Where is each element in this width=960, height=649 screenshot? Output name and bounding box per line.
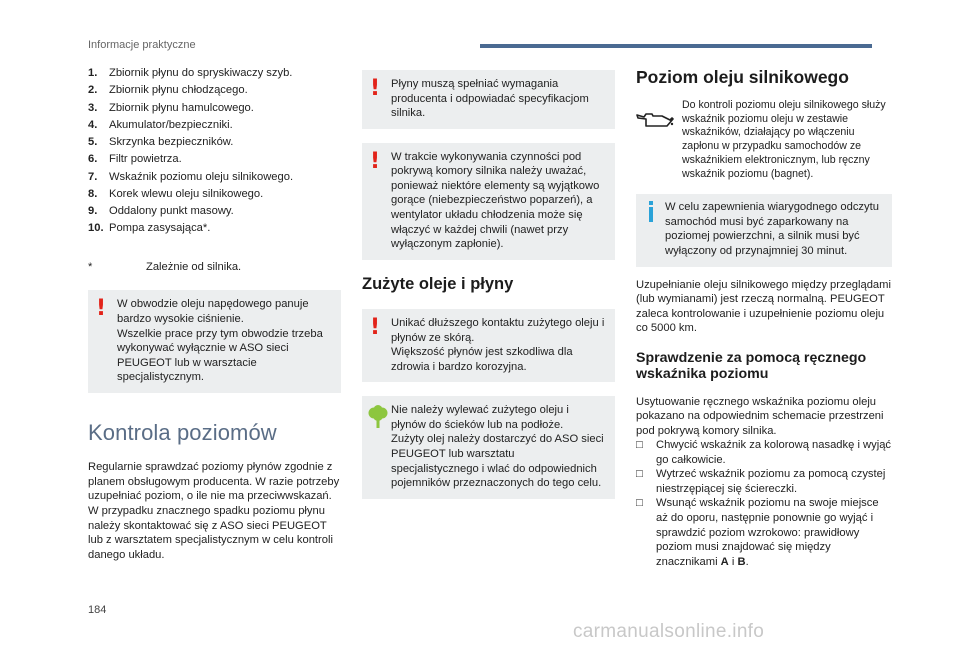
warning-icon: !: [370, 315, 381, 341]
item-text: Akumulator/bezpieczniki.: [109, 118, 233, 131]
item-number: 9.: [88, 205, 98, 217]
used-oils-heading: Zużyte oleje i płyny: [362, 274, 514, 293]
item-number: 2.: [88, 84, 98, 97]
bullet-icon: □: [636, 497, 643, 510]
mark-a: A: [720, 555, 729, 568]
list-item: [88, 101, 341, 116]
tree-icon: [368, 405, 388, 434]
item-text: Pompa zasysająca*.: [109, 222, 211, 235]
list-item: [636, 467, 892, 496]
list-item: [636, 438, 892, 467]
footnote-text: Zależnie od silnika.: [146, 260, 242, 273]
item-text: Korek wlewu oleju silnikowego.: [109, 187, 264, 200]
manual-intro: Usytuowanie ręcznego wskaźnika poziomu oleju pokazano na odpowiednim schemacie przestrzeni pod pokrywą komory silnika.: [636, 395, 884, 437]
warning-text: Unikać dłuższego kontaktu zużytego oleju i płynów ze skórą. Większość płynów jest szkodliwa dla zdrowia i bardzo korozyjna.: [391, 317, 605, 373]
item-number: 4.: [88, 118, 98, 131]
bullet-icon: □: [636, 439, 643, 452]
oil-intro-text: Do kontroli poziomu oleju silnikowego służy wskaźnik poziomu oleju w zestawie wskaźników, działający po włączeniu zapłonu w przypadku samochodów ze wskaźnikiem elektronicznym, lub ręczny wskaźnik poziomu (bagnet).: [682, 98, 886, 180]
footnote-mark: *: [88, 260, 93, 273]
step-text: Wytrzeć wskaźnik poziomu za pomocą czystej niestrzępiącej się ściereczki.: [656, 468, 886, 495]
item-number: 8.: [88, 187, 98, 200]
list-item: [88, 83, 341, 98]
item-text: Skrzynka bezpieczników.: [109, 136, 234, 148]
list-item: [88, 66, 341, 81]
levels-heading: Kontrola poziomów: [88, 419, 277, 445]
warning-box: [88, 290, 341, 392]
info-text: W celu zapewnienia wiarygodnego odczytu samochód musi być zaparkowany na poziomej powierzchni, a silnik musi być wyłączony od przynajmniej 30 minut.: [665, 201, 879, 258]
info-icon: [649, 207, 653, 222]
warning-box: [362, 143, 615, 260]
parts-list: [88, 66, 341, 236]
header-bar: [480, 44, 872, 48]
item-text: Zbiornik płynu chłodzącego.: [109, 84, 248, 97]
item-number: 1.: [88, 67, 98, 79]
warning-box: [362, 309, 615, 382]
list-item: [88, 135, 341, 150]
list-item: [88, 204, 341, 219]
column-left: [88, 66, 341, 562]
manual-check-heading: Sprawdzenie za pomocą ręcznego wskaźnika poziomu: [636, 349, 867, 383]
eco-box: [362, 396, 615, 498]
list-item: [88, 152, 341, 167]
item-text: Oddalony punkt masowy.: [109, 205, 234, 217]
warning-text: Płyny muszą spełniać wymagania producenta i odpowiadać specyfikacjom silnika.: [391, 78, 589, 120]
item-text: Filtr powietrza.: [109, 153, 182, 166]
step-text: Wsunąć wskaźnik poziomu na swoje miejsce aż do oporu, następnie ponownie go wyjąć i sprawdzić poziom wzrokowo: prawidłowy poziom musi znajdować się między znacznikami A i B.: [656, 497, 879, 568]
footnote: [88, 260, 341, 275]
item-number: 7.: [88, 170, 98, 183]
item-number: 5.: [88, 136, 98, 148]
warning-box: [362, 70, 615, 129]
oil-level-heading: Poziom oleju silnikowego: [636, 67, 849, 87]
levels-text: Regularnie sprawdzać poziomy płynów zgodnie z planem obsługowym producenta. W razie potrzeby uzupełniać poziom, o ile nie ma przeciwwskazań. W przypadku znacznego spadku poziomu płynu należy skontaktować się z ASO sieci PEUGEOT lub z warsztatem specjalistycznym w celu kontroli danego układu.: [88, 461, 340, 561]
warning-icon: !: [370, 76, 381, 101]
item-number: 6.: [88, 153, 98, 166]
list-item: [88, 118, 341, 133]
section-header: Informacje praktyczne: [88, 39, 196, 51]
item-text: Zbiornik płynu hamulcowego.: [109, 101, 254, 114]
item-number: 3.: [88, 101, 98, 114]
list-item: [636, 496, 892, 569]
item-number: 10.: [88, 222, 104, 235]
steps-list: [636, 438, 892, 569]
step-text: Chwycić wskaźnik za kolorową nasadkę i wyjąć go całkowicie.: [656, 439, 892, 466]
warning-icon: !: [96, 296, 107, 322]
item-text: Zbiornik płynu do spryskiwaczy szyb.: [109, 67, 293, 79]
warning-text: W trakcie wykonywania czynności pod pokrywą komory silnika należy uważać, ponieważ niektóre elementy są wyjątkowo gorące (niebezpieczeństwo poparzeń), a wentylator układu chłodzenia może się włączyć w każdej chwili (nawet przy wyłączonym zapłonie).: [391, 150, 600, 251]
eco-text: Nie należy wylewać zużytego oleju i płynów do ścieków lub na podłoże. Zużyty olej należy dostarczyć do ASO sieci PEUGEOT lub warsztatu specjalistycznego i wlać do odpowiednich pojemników przeznaczonych do tego celu.: [391, 404, 604, 490]
list-item: [88, 187, 341, 202]
warning-icon: !: [370, 148, 381, 174]
oil-text: Uzupełnianie oleju silnikowego między przeglądami (lub wymianami) jest rzeczą normalną. PEUGEOT zaleca kontrolowanie i uzupełnienie poziomu oleju co 5000 km.: [636, 278, 891, 335]
column-middle: [362, 70, 615, 499]
list-item: [88, 170, 341, 185]
list-item: [88, 221, 341, 236]
bullet-icon: □: [636, 468, 643, 481]
page-number: 184: [88, 604, 107, 616]
item-text: Wskaźnik poziomu oleju silnikowego.: [109, 170, 294, 183]
warning-text: W obwodzie oleju napędowego panuje bardzo wysokie ciśnienie. Wszelkie prace przy tym obwodzie trzeba wykonywać wyłącznie w ASO sieci PEUGEOT lub w warsztacie specjalistycznym.: [117, 298, 323, 384]
watermark: carmanualsonline.info: [573, 621, 765, 642]
column-right: [636, 66, 892, 569]
mark-b: B: [737, 555, 746, 568]
info-box: [636, 194, 892, 266]
oil-can-icon: [636, 99, 682, 182]
oil-intro: [636, 99, 892, 182]
